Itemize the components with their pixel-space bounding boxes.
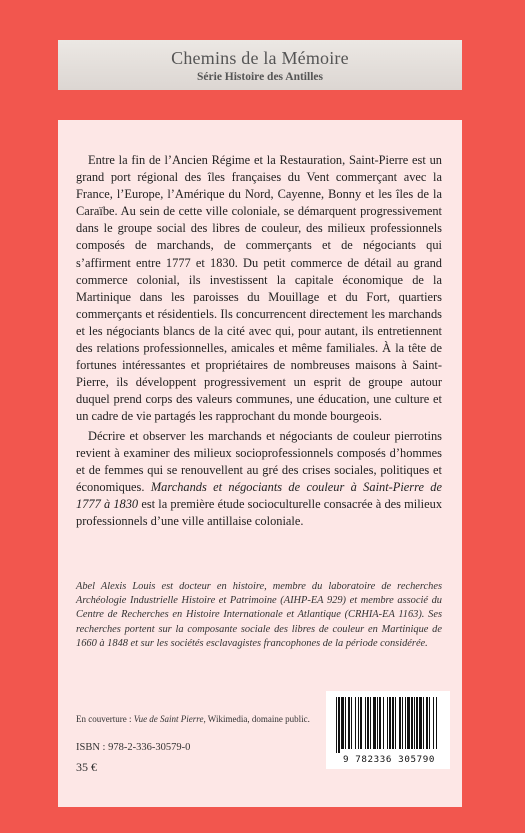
- barcode-bar: [402, 697, 403, 749]
- price: 35 €: [76, 760, 97, 774]
- barcode-bar: [399, 697, 401, 749]
- barcode-bar: [341, 697, 344, 749]
- cover-credit-prefix: En couverture :: [76, 714, 134, 724]
- barcode-bar: [377, 697, 378, 749]
- barcode-bar: [355, 697, 356, 749]
- barcode-bar: [407, 697, 410, 749]
- back-cover-blurb: [76, 152, 442, 530]
- barcode-bar: [345, 697, 346, 749]
- isbn: ISBN : 978-2-336-30579-0: [76, 742, 191, 753]
- barcode-bar: [336, 697, 337, 753]
- blurb-paragraph-2: [76, 428, 442, 531]
- barcode-bar: [367, 697, 369, 749]
- barcode-bar: [370, 697, 371, 749]
- barcode-bar: [358, 697, 359, 749]
- barcode-bar: [436, 697, 437, 749]
- barcode-bar: [433, 697, 434, 749]
- series-header-band: [58, 40, 462, 90]
- cover-credit-suffix: , Wikimedia, domaine public.: [203, 714, 310, 724]
- barcode-bar: [426, 697, 428, 749]
- barcode-bar: [387, 697, 388, 749]
- barcode-bar: [405, 697, 406, 749]
- barcode-bar: [429, 697, 430, 749]
- barcode-bar: [411, 697, 413, 749]
- text-panel: [58, 120, 462, 807]
- author-bio: Abel Alexis Louis est docteur en histoire, membre du laboratoire de recherches Archéologie Industrielle Histoire et Patrimoine (AIHP-EA 929) et membre associé du Centre de Recherches en Histoire Internationale et Atlantique (CRHIA-EA 1163). Ses recherches portent sur la composante sociale des libres de couleur en Martinique de 1660 à 1848 et sur les sociétés esclavagistes francophones de la période considérée.: [76, 581, 442, 649]
- blurb-paragraph-1: Entre la fin de l’Ancien Régime et la Restauration, Saint-Pierre est un grand port régional des îles françaises du Vent commerçant avec la France, l’Europe, l’Amérique du Nord, Cayenne, Bonny et les îles de la Caraïbe. Au sein de cette ville coloniale, se démarquent progressivement dans le groupe social des libres de couleur, des milieux professionnels composés de marchands, de commerçants et de négociants qui s’affirment entre 1777 et 1830. Du petit commerce de détail au grand commerce colonial, ils investissent la capitale économique de la Martinique dans les paroisses du Mouillage et du Fort, quartiers commerçants et résidentiels. Ils concurrencent directement les marchands et les négociants blancs de la cité avec qui, pour autant, ils entretiennent des relations professionnelles, amicales et même familiales. À la tête de fortunes intéressantes et propriétaires de nombreuses maisons à Saint-Pierre, ils développent progressivement un esprit de groupe autour duquel prend corps des valeurs communes, une éducation, une culture et un cadre de vie partagés les rapprochant du monde bourgeois.: [76, 153, 442, 424]
- cover-credit-work: Vue de Saint Pierre: [133, 714, 204, 724]
- barcode-bar: [389, 697, 391, 749]
- barcode-bar: [395, 697, 396, 749]
- series-title: Chemins de la Mémoire: [171, 48, 349, 68]
- barcode-digits: 9 782336 305790: [343, 754, 435, 765]
- barcode-bar: [419, 697, 422, 749]
- barcode-bar: [414, 697, 415, 749]
- barcode-bar: [351, 697, 352, 749]
- barcode-bar: [360, 697, 362, 749]
- barcode-bar: [373, 697, 376, 749]
- blurb-paragraph-2-start: Décrire et observer les marchands et négociants de couleur pierrotins revient à examiner des milieux socioprofessionnels composés d’hommes et de femmes qui se renouvellent au gré des crises sociales, politiques et économiques.: [76, 428, 442, 494]
- barcode-bar: [392, 697, 394, 749]
- barcode-bar: [416, 697, 418, 749]
- barcode-bar: [423, 697, 424, 749]
- barcode-bar: [338, 697, 340, 753]
- series-subtitle: Série Histoire des Antilles: [197, 71, 323, 83]
- book-title-inline: Marchands et négociants de couleur à Saint-Pierre de 1777 à 1830: [76, 479, 442, 511]
- barcode-bars: [334, 697, 442, 753]
- cover-credit: [76, 714, 310, 724]
- blurb-paragraph-2-end: est la première étude socioculturelle consacrée à des milieux professionnels d’une ville antillaise coloniale.: [76, 496, 443, 528]
- barcode-bar: [383, 697, 384, 749]
- barcode-bar: [379, 697, 381, 749]
- barcode-bar: [348, 697, 350, 749]
- barcode-bar: [365, 697, 366, 749]
- isbn-barcode: [326, 691, 450, 769]
